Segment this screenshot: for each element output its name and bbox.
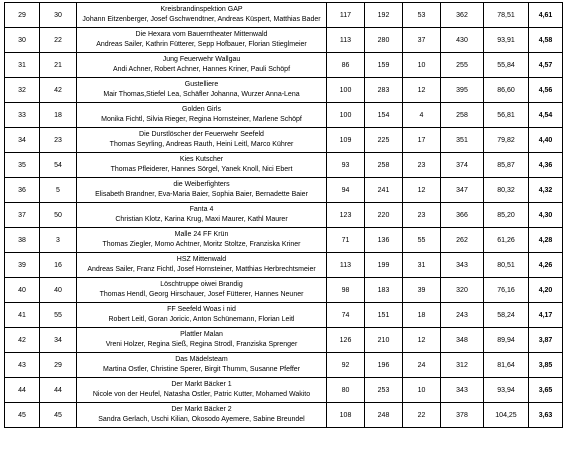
team-members: Thomas Pfleiderer, Hannes Sörgel, Yanek Knoll, Nici Ebert: [110, 166, 293, 173]
table-row: [5, 3, 563, 28]
points-3-cell: 39: [403, 278, 441, 303]
points-2-cell: 253: [365, 378, 403, 403]
percent-cell: 89,94: [484, 328, 529, 353]
points-3-cell: 12: [403, 78, 441, 103]
points-1-cell: 98: [327, 278, 365, 303]
team-members: Martina Ostler, Christine Sperer, Birgit Thumm, Susanne Pfeffer: [103, 366, 300, 373]
percent-cell: 58,24: [484, 303, 529, 328]
table-row: [5, 178, 563, 203]
total-cell: 243: [441, 303, 484, 328]
points-1-cell: 113: [327, 28, 365, 53]
points-2-cell: 283: [365, 78, 403, 103]
rank-cell: 42: [5, 328, 40, 353]
team-members: Mair Thomas,Stiefel Lea, Schäfler Johanna, Wurzer Anna-Lena: [103, 91, 300, 98]
team-members: Johann Eitzenberger, Josef Gschwendtner, Andreas Küspert, Matthias Bader: [82, 16, 321, 23]
rank-cell: 41: [5, 303, 40, 328]
team-members: Andreas Sailer, Franz Fichtl, Josef Hornsteiner, Matthias Herbrechtsmeier: [87, 266, 316, 273]
team-cell: [77, 253, 327, 278]
rank-cell: 43: [5, 353, 40, 378]
table-row: [5, 28, 563, 53]
team-cell: [77, 103, 327, 128]
team-name: Die Hexara vom Bauerntheater Mittenwald: [135, 31, 268, 38]
score-cell: 4,17: [529, 303, 563, 328]
points-3-cell: 22: [403, 403, 441, 428]
table-row: [5, 278, 563, 303]
team-name: Die Durstlöscher der Feuerwehr Seefeld: [139, 131, 264, 138]
team-cell: [77, 353, 327, 378]
rank-cell: 31: [5, 53, 40, 78]
team-members: Vreni Holzer, Regina Sieß, Regina Strodl, Franziska Sprenger: [105, 341, 298, 348]
total-cell: 395: [441, 78, 484, 103]
points-3-cell: 31: [403, 253, 441, 278]
total-cell: 351: [441, 128, 484, 153]
start-number-cell: 30: [40, 3, 77, 28]
team-cell: [77, 78, 327, 103]
points-3-cell: 10: [403, 53, 441, 78]
score-cell: 4,56: [529, 78, 563, 103]
table-row: [5, 78, 563, 103]
team-name: Kreisbrandinspektion GAP: [160, 6, 243, 13]
points-2-cell: 196: [365, 353, 403, 378]
score-cell: 4,58: [529, 28, 563, 53]
team-name: Fanta 4: [189, 206, 214, 213]
team-cell: [77, 178, 327, 203]
team-name: Golden Girls: [182, 106, 221, 113]
table-row: [5, 203, 563, 228]
score-cell: 3,63: [529, 403, 563, 428]
table-row: [5, 253, 563, 278]
points-2-cell: 280: [365, 28, 403, 53]
points-2-cell: 151: [365, 303, 403, 328]
team-name: Das Mädelsteam: [175, 356, 228, 363]
team-cell: [77, 128, 327, 153]
percent-cell: 56,81: [484, 103, 529, 128]
points-1-cell: 100: [327, 103, 365, 128]
team-name: Jung Feuerwehr Wallgau: [162, 56, 241, 63]
points-2-cell: 192: [365, 3, 403, 28]
rank-cell: 34: [5, 128, 40, 153]
percent-cell: 78,51: [484, 3, 529, 28]
rank-cell: 44: [5, 378, 40, 403]
points-2-cell: 210: [365, 328, 403, 353]
team-members: Andreas Sailer, Kathrin Fütterer, Sepp Hofbauer, Florian Stieglmeier: [96, 41, 307, 48]
team-cell: [77, 378, 327, 403]
team-cell: [77, 3, 327, 28]
team-members: Sandra Gerlach, Uschi Kilian, Okosodo Ayemere, Sabine Breundel: [98, 416, 305, 423]
percent-cell: 79,82: [484, 128, 529, 153]
table-row: [5, 228, 563, 253]
percent-cell: 61,26: [484, 228, 529, 253]
points-3-cell: 23: [403, 203, 441, 228]
points-3-cell: 10: [403, 378, 441, 403]
points-1-cell: 117: [327, 3, 365, 28]
table-row: [5, 103, 563, 128]
start-number-cell: 40: [40, 278, 77, 303]
percent-cell: 80,51: [484, 253, 529, 278]
total-cell: 312: [441, 353, 484, 378]
score-cell: 3,65: [529, 378, 563, 403]
score-cell: 4,32: [529, 178, 563, 203]
points-1-cell: 108: [327, 403, 365, 428]
points-1-cell: 126: [327, 328, 365, 353]
team-name: Malle 24 FF Krün: [174, 231, 229, 238]
score-cell: 4,40: [529, 128, 563, 153]
points-2-cell: 258: [365, 153, 403, 178]
points-3-cell: 12: [403, 328, 441, 353]
team-cell: [77, 403, 327, 428]
total-cell: 366: [441, 203, 484, 228]
team-members: Thomas Hendl, Georg Hirschauer, Josef Fütterer, Hannes Neuner: [99, 291, 304, 298]
points-2-cell: 248: [365, 403, 403, 428]
points-3-cell: 18: [403, 303, 441, 328]
points-3-cell: 24: [403, 353, 441, 378]
team-cell: [77, 303, 327, 328]
points-1-cell: 80: [327, 378, 365, 403]
percent-cell: 85,87: [484, 153, 529, 178]
team-name: FF Seefeld Woas i nid: [167, 306, 236, 313]
team-name: Der Markt Bäcker 2: [171, 406, 232, 413]
rank-cell: 38: [5, 228, 40, 253]
total-cell: 347: [441, 178, 484, 203]
points-1-cell: 74: [327, 303, 365, 328]
points-2-cell: 241: [365, 178, 403, 203]
total-cell: 362: [441, 3, 484, 28]
points-3-cell: 23: [403, 153, 441, 178]
table-row: [5, 303, 563, 328]
table-row: [5, 128, 563, 153]
score-cell: 4,57: [529, 53, 563, 78]
results-table: [4, 2, 563, 428]
points-2-cell: 199: [365, 253, 403, 278]
total-cell: 348: [441, 328, 484, 353]
team-members: Thomas Ziegler, Momo Achtner, Moritz Stoltze, Franziska Kriner: [102, 241, 301, 248]
team-members: Elisabeth Brandner, Eva-Maria Baier, Sophia Baier, Bernadette Baier: [95, 191, 308, 198]
team-name: Löschtruppe oiwei Brandig: [160, 281, 243, 288]
total-cell: 255: [441, 53, 484, 78]
score-cell: 4,28: [529, 228, 563, 253]
rank-cell: 40: [5, 278, 40, 303]
score-cell: 4,30: [529, 203, 563, 228]
percent-cell: 93,91: [484, 28, 529, 53]
rank-cell: 35: [5, 153, 40, 178]
points-1-cell: 86: [327, 53, 365, 78]
score-cell: 4,36: [529, 153, 563, 178]
results-table-body: [5, 3, 563, 428]
start-number-cell: 45: [40, 403, 77, 428]
total-cell: 343: [441, 378, 484, 403]
team-name: Plattler Malan: [180, 331, 223, 338]
start-number-cell: 34: [40, 328, 77, 353]
rank-cell: 36: [5, 178, 40, 203]
points-2-cell: 154: [365, 103, 403, 128]
team-name: die Weiberfighters: [173, 181, 230, 188]
start-number-cell: 21: [40, 53, 77, 78]
points-3-cell: 12: [403, 178, 441, 203]
team-members: Christian Klotz, Karina Krug, Maxi Maurer, Kathl Maurer: [115, 216, 288, 223]
team-cell: [77, 278, 327, 303]
team-members: Monika Fichtl, Silvia Rieger, Regina Hornsteiner, Marlene Schöpf: [101, 116, 302, 123]
points-2-cell: 136: [365, 228, 403, 253]
total-cell: 374: [441, 153, 484, 178]
team-cell: [77, 228, 327, 253]
start-number-cell: 5: [40, 178, 77, 203]
total-cell: 262: [441, 228, 484, 253]
rank-cell: 45: [5, 403, 40, 428]
rank-cell: 39: [5, 253, 40, 278]
points-3-cell: 17: [403, 128, 441, 153]
start-number-cell: 50: [40, 203, 77, 228]
percent-cell: 81,64: [484, 353, 529, 378]
score-cell: 4,61: [529, 3, 563, 28]
points-1-cell: 93: [327, 153, 365, 178]
points-1-cell: 94: [327, 178, 365, 203]
rank-cell: 29: [5, 3, 40, 28]
team-name: Kies Kutscher: [179, 156, 224, 163]
table-row: [5, 153, 563, 178]
team-members: Andi Achner, Robert Achner, Hannes Kriner, Pauli Schöpf: [112, 66, 291, 73]
start-number-cell: 29: [40, 353, 77, 378]
score-cell: 4,20: [529, 278, 563, 303]
total-cell: 378: [441, 403, 484, 428]
table-row: [5, 353, 563, 378]
rank-cell: 33: [5, 103, 40, 128]
percent-cell: 104,25: [484, 403, 529, 428]
points-2-cell: 225: [365, 128, 403, 153]
percent-cell: 85,20: [484, 203, 529, 228]
points-1-cell: 109: [327, 128, 365, 153]
percent-cell: 76,16: [484, 278, 529, 303]
points-2-cell: 220: [365, 203, 403, 228]
team-cell: [77, 28, 327, 53]
points-1-cell: 123: [327, 203, 365, 228]
percent-cell: 93,94: [484, 378, 529, 403]
start-number-cell: 18: [40, 103, 77, 128]
start-number-cell: 16: [40, 253, 77, 278]
rank-cell: 30: [5, 28, 40, 53]
table-row: [5, 53, 563, 78]
rank-cell: 37: [5, 203, 40, 228]
team-cell: [77, 328, 327, 353]
team-members: Robert Leitl, Goran Joricic, Anton Schünemann, Florian Leitl: [108, 316, 295, 323]
team-name: Gustelliere: [184, 81, 219, 88]
percent-cell: 55,84: [484, 53, 529, 78]
start-number-cell: 54: [40, 153, 77, 178]
score-cell: 3,85: [529, 353, 563, 378]
total-cell: 320: [441, 278, 484, 303]
percent-cell: 86,60: [484, 78, 529, 103]
points-3-cell: 53: [403, 3, 441, 28]
start-number-cell: 55: [40, 303, 77, 328]
score-cell: 3,87: [529, 328, 563, 353]
points-1-cell: 113: [327, 253, 365, 278]
start-number-cell: 44: [40, 378, 77, 403]
points-2-cell: 159: [365, 53, 403, 78]
percent-cell: 80,32: [484, 178, 529, 203]
points-1-cell: 71: [327, 228, 365, 253]
team-members: Thomas Seyrling, Andreas Rauth, Heini Leitl, Marco Kührer: [109, 141, 294, 148]
points-1-cell: 92: [327, 353, 365, 378]
total-cell: 430: [441, 28, 484, 53]
team-cell: [77, 203, 327, 228]
team-name: HSZ Mittenwald: [176, 256, 227, 263]
points-1-cell: 100: [327, 78, 365, 103]
total-cell: 258: [441, 103, 484, 128]
table-row: [5, 378, 563, 403]
start-number-cell: 23: [40, 128, 77, 153]
points-3-cell: 4: [403, 103, 441, 128]
rank-cell: 32: [5, 78, 40, 103]
team-members: Nicole von der Heufel, Natasha Ostler, Patric Kutter, Mohamed Wakito: [92, 391, 311, 398]
team-name: Der Markt Bäcker 1: [171, 381, 232, 388]
total-cell: 343: [441, 253, 484, 278]
score-cell: 4,26: [529, 253, 563, 278]
points-3-cell: 37: [403, 28, 441, 53]
score-cell: 4,54: [529, 103, 563, 128]
start-number-cell: 22: [40, 28, 77, 53]
points-2-cell: 183: [365, 278, 403, 303]
table-row: [5, 328, 563, 353]
points-3-cell: 55: [403, 228, 441, 253]
team-cell: [77, 153, 327, 178]
start-number-cell: 3: [40, 228, 77, 253]
team-cell: [77, 53, 327, 78]
start-number-cell: 42: [40, 78, 77, 103]
table-row: [5, 403, 563, 428]
